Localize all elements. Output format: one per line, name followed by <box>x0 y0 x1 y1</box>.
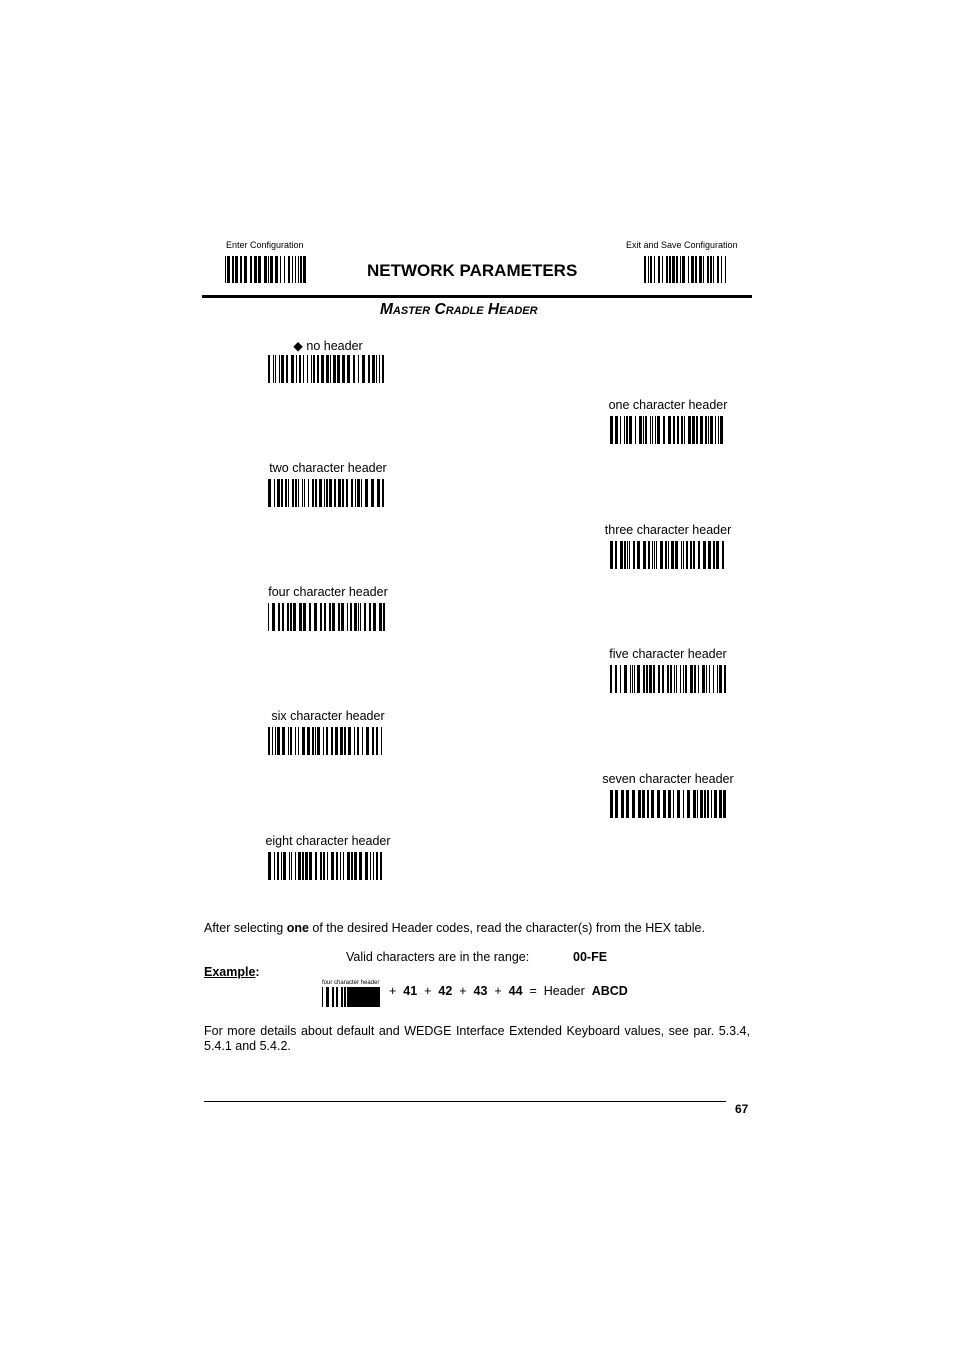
option-label-seven-character: seven character header <box>602 772 734 786</box>
valid-range-value: 00-FE <box>573 950 608 964</box>
details-paragraph: For more details about default and WEDGE Interface Extended Keyboard values, see par. 5.3.4, 5.4.1 and 5.4.2. <box>204 1024 750 1053</box>
page-number: 67 <box>735 1102 749 1116</box>
option-barcode-eight-character[interactable] <box>268 852 385 880</box>
barcode-graphic <box>268 479 385 507</box>
valid-range-label: Valid characters are in the range: <box>346 950 530 964</box>
barcode-graphic <box>610 541 726 569</box>
option-barcode-six-character[interactable] <box>268 727 385 755</box>
exit-save-configuration-barcode[interactable] <box>644 256 728 283</box>
option-barcode-four-character[interactable] <box>268 603 385 631</box>
option-label-eight-character: eight character header <box>265 834 391 848</box>
option-label-two-character: two character header <box>269 461 387 475</box>
barcode-graphic <box>644 256 728 283</box>
footer-rule <box>204 1101 726 1102</box>
example-heading: Example: <box>204 965 260 979</box>
barcode-graphic <box>268 355 385 383</box>
example-sequence: + 41 + 42 + 43 + 44 = Header ABCD <box>389 984 628 998</box>
exit-save-configuration-label: Exit and Save Configuration <box>626 240 738 250</box>
option-barcode-five-character[interactable] <box>610 665 726 693</box>
example-barcode-label: four character header <box>322 980 380 986</box>
option-barcode-two-character[interactable] <box>268 479 385 507</box>
barcode-graphic <box>610 416 726 444</box>
section-subtitle: Master Cradle Header <box>380 301 538 318</box>
instruction-text: After selecting one of the desired Header codes, read the character(s) from the HEX table. <box>204 921 705 935</box>
option-barcode-three-character[interactable] <box>610 541 726 569</box>
option-barcode-no-header[interactable] <box>268 355 385 383</box>
barcode-graphic <box>225 256 310 283</box>
enter-configuration-barcode[interactable] <box>225 256 310 283</box>
barcode-graphic <box>322 987 382 1007</box>
option-barcode-one-character[interactable] <box>610 416 726 444</box>
option-label-no-header: ◆ no header <box>293 339 363 353</box>
header-rule <box>202 295 752 298</box>
barcode-graphic <box>268 727 385 755</box>
option-label-five-character: five character header <box>609 647 727 661</box>
example-barcode <box>322 987 382 1007</box>
barcode-graphic <box>268 852 385 880</box>
barcode-graphic <box>610 790 726 818</box>
option-barcode-seven-character[interactable] <box>610 790 726 818</box>
option-label-one-character: one character header <box>608 398 728 412</box>
option-label-six-character: six character header <box>271 709 385 723</box>
page-title: NETWORK PARAMETERS <box>367 261 578 280</box>
default-diamond-icon: ◆ <box>293 339 303 353</box>
option-label-three-character: three character header <box>604 523 732 537</box>
barcode-graphic <box>268 603 385 631</box>
option-label-four-character: four character header <box>268 585 388 599</box>
enter-configuration-label: Enter Configuration <box>226 240 304 250</box>
barcode-graphic <box>610 665 726 693</box>
